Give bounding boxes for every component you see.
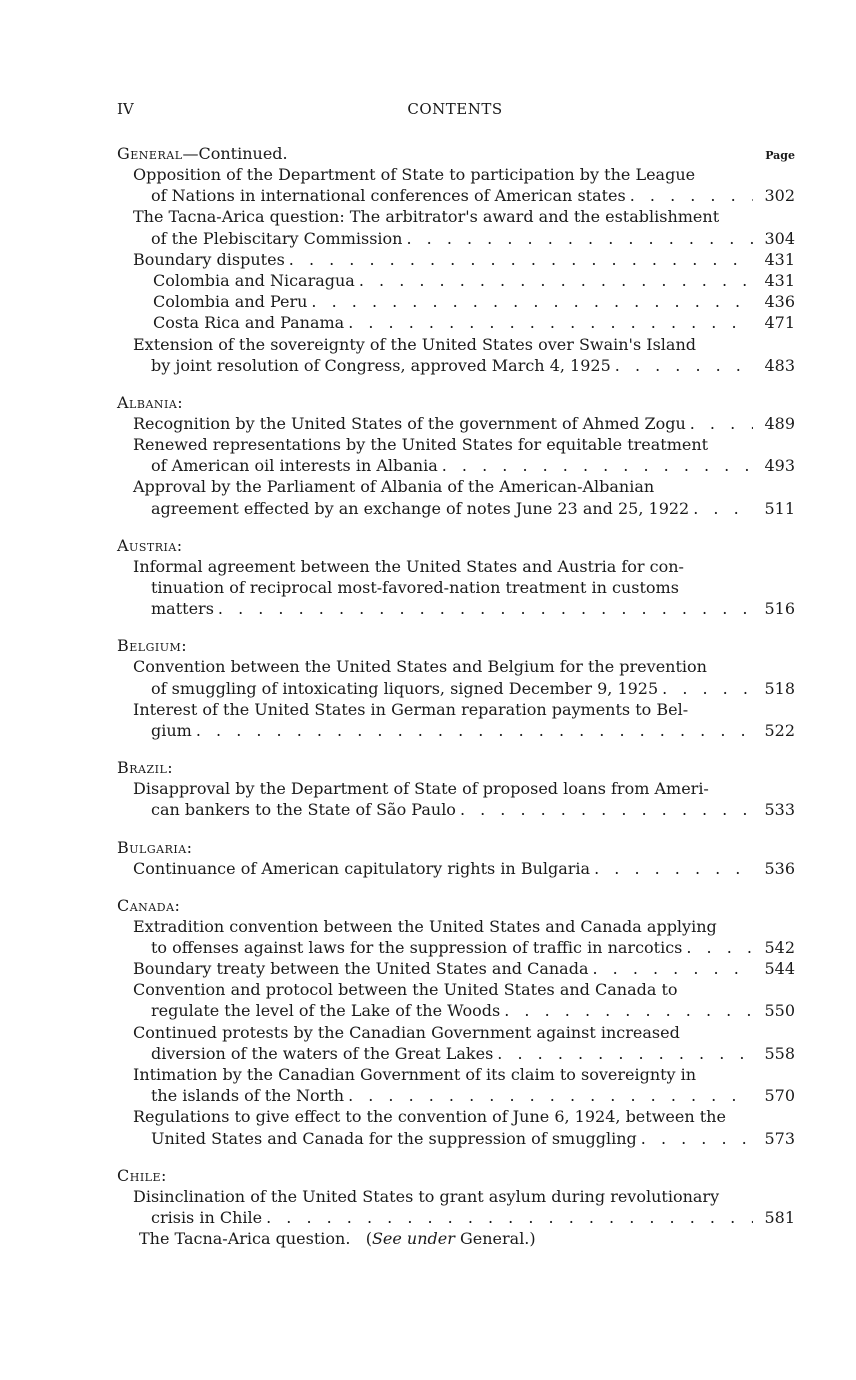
section-belgium	[117, 635, 795, 741]
page-ref: 550	[764, 1001, 795, 1021]
dot-leader	[406, 228, 753, 249]
entry-text: Convention between the United States and Belgium for the prevention	[133, 657, 707, 677]
entry-text: Recognition by the United States of the government of Ahmed Zogu	[133, 413, 686, 433]
entry-text: Boundary treaty between the United States and Canada	[133, 959, 589, 979]
toc-entry[interactable]	[117, 958, 795, 979]
entry-text: Convention and protocol between the United States and Canada to	[133, 980, 678, 1000]
dot-leader	[196, 720, 753, 741]
entry-text: Disinclination of the United States to grant asylum during revolutionary	[133, 1186, 720, 1206]
entry-text: agreement effected by an exchange of notes June 23 and 25, 1922	[151, 498, 690, 518]
dot-leader	[266, 1207, 753, 1228]
heading-continued: —Continued.	[182, 144, 288, 163]
entry-text: of Nations in international conferences of American states	[151, 186, 626, 206]
section-bulgaria	[117, 837, 795, 879]
page-column-label: Page	[765, 149, 795, 162]
toc-entry[interactable]	[117, 656, 795, 698]
entry-text: Intimation by the Canadian Government of its claim to sovereignty in	[133, 1065, 697, 1084]
entry-text: Colombia and Nicaragua	[153, 270, 355, 290]
page-ref: 431	[764, 270, 795, 290]
entry-text: Boundary disputes	[133, 249, 285, 269]
toc-subentry[interactable]	[117, 312, 795, 333]
page-ref: 536	[764, 858, 795, 878]
dot-leader	[690, 413, 753, 434]
entry-text: United States and Canada for the suppression of smuggling	[151, 1128, 637, 1148]
entry-text: the islands of the North	[151, 1086, 345, 1106]
page-title: CONTENTS	[407, 100, 503, 118]
entry-text: regulate the level of the Lake of the Woods	[151, 1001, 501, 1021]
section-general	[117, 143, 795, 376]
dot-leader	[497, 1043, 753, 1064]
section-austria	[117, 535, 795, 620]
toc-subentry[interactable]	[117, 291, 795, 312]
toc-entry[interactable]	[117, 1064, 795, 1106]
entry-text: Extradition convention between the United States and Canada applying	[133, 916, 717, 936]
page-ref: 581	[764, 1207, 795, 1227]
section-heading	[117, 757, 795, 778]
entry-text: of smuggling of intoxicating liquors, signed December 9, 1925	[151, 678, 659, 698]
page-ref: 522	[764, 720, 795, 740]
entry-text: to offenses against laws for the suppression of traffic in narcotics	[151, 937, 683, 957]
entry-text: Disapproval by the Department of State of proposed loans from Ameri-	[133, 779, 709, 799]
toc-entry[interactable]	[117, 164, 795, 206]
entry-text: Interest of the United States in German reparation payments to Bel-	[133, 699, 689, 719]
dot-leader	[348, 1085, 753, 1106]
heading-text: Bulgaria:	[117, 837, 193, 857]
toc-entry[interactable]	[117, 916, 795, 958]
cross-reference[interactable]	[117, 1228, 795, 1249]
page-ref: 471	[764, 313, 795, 333]
dot-leader	[504, 1000, 753, 1021]
page-ref: 573	[764, 1128, 795, 1148]
entry-text: Renewed representations by the United States for equitable treatment	[133, 435, 709, 455]
section-albania	[117, 392, 795, 519]
dot-leader	[615, 355, 753, 376]
dot-leader	[594, 858, 753, 879]
page-ref: 483	[764, 355, 795, 375]
heading-text: Belgium:	[117, 636, 188, 656]
entry-text: The Tacna-Arica question: The arbitrator's award and the establishment	[133, 207, 720, 227]
cross-reference-open: (	[365, 1229, 372, 1249]
section-brazil	[117, 757, 795, 820]
toc-entry[interactable]	[117, 334, 795, 376]
entry-text: Colombia and Peru	[153, 292, 308, 312]
entry-text: Continuance of American capitulatory rights in Bulgaria	[133, 858, 591, 878]
toc-entry[interactable]	[117, 249, 795, 270]
dot-leader	[686, 937, 753, 958]
page-ref: 302	[764, 186, 795, 206]
entry-text: of American oil interests in Albania	[151, 456, 438, 476]
table-of-contents	[117, 143, 795, 1265]
dot-leader	[348, 312, 753, 333]
dot-leader	[289, 249, 753, 270]
entry-text: of the Plebiscitary Commission	[151, 228, 403, 248]
toc-entry[interactable]	[117, 979, 795, 1021]
entry-text: Opposition of the Department of State to participation by the League	[133, 165, 696, 184]
page-ref: 511	[764, 498, 795, 518]
entry-text: Extension of the sovereignty of the United States over Swain's Island	[133, 334, 696, 354]
dot-leader	[592, 958, 753, 979]
page-ref: 542	[764, 937, 795, 957]
page-ref: 436	[764, 292, 795, 312]
cross-reference-italic: See under	[371, 1229, 455, 1249]
section-chile	[117, 1165, 795, 1249]
section-canada	[117, 895, 795, 1149]
entry-text: Informal agreement between the United States and Austria for con-	[133, 556, 684, 576]
toc-entry[interactable]	[117, 556, 795, 620]
entry-text: diversion of the waters of the Great Lakes	[151, 1043, 494, 1063]
dot-leader	[693, 498, 753, 519]
page-ref: 558	[764, 1043, 795, 1063]
toc-entry[interactable]	[117, 858, 795, 879]
toc-entry[interactable]	[117, 413, 795, 434]
page-ref: 493	[764, 456, 795, 476]
dot-leader	[641, 1128, 753, 1149]
dot-leader	[218, 598, 753, 619]
page-ref: 518	[764, 678, 795, 698]
section-heading	[117, 895, 795, 916]
section-heading	[117, 143, 795, 164]
toc-entry[interactable]	[117, 1106, 795, 1148]
toc-entry[interactable]	[117, 206, 795, 248]
page-ref: 489	[764, 413, 795, 433]
cross-reference-target: General.)	[454, 1229, 536, 1249]
entry-text: Approval by the Parliament of Albania of the American-Albanian	[133, 477, 655, 497]
heading-text: Albania:	[117, 392, 184, 412]
entry-text: gium	[151, 720, 192, 740]
entry-text: by joint resolution of Congress, approved March 4, 1925	[151, 355, 611, 375]
heading-text: General	[117, 144, 183, 163]
entry-text: crisis in Chile	[151, 1207, 263, 1227]
toc-entry[interactable]	[117, 1186, 795, 1228]
cross-reference-text: The Tacna-Arica question.	[139, 1229, 351, 1249]
dot-leader	[359, 270, 753, 291]
toc-entry[interactable]	[117, 1022, 795, 1064]
toc-entry[interactable]	[117, 699, 795, 741]
entry-text: Costa Rica and Panama	[153, 313, 345, 333]
section-heading	[117, 1165, 795, 1186]
page-header	[117, 100, 793, 120]
section-heading	[117, 837, 795, 858]
heading-text: Chile:	[117, 1165, 167, 1185]
section-heading	[117, 635, 795, 656]
page-ref: 570	[764, 1086, 795, 1106]
entry-text: matters	[151, 599, 214, 619]
heading-text: Austria:	[117, 535, 183, 555]
entry-text: Regulations to give effect to the convention of June 6, 1924, between the	[133, 1107, 726, 1127]
dot-leader	[460, 799, 753, 820]
toc-entry[interactable]	[117, 476, 795, 518]
page-ref: 533	[764, 800, 795, 820]
page-ref: 304	[764, 228, 795, 248]
entry-text: Continued protests by the Canadian Government against increased	[133, 1022, 680, 1042]
page-ref: 544	[764, 959, 795, 979]
toc-entry[interactable]	[117, 778, 795, 820]
page-ref: 516	[764, 599, 795, 619]
section-heading	[117, 392, 795, 413]
page-number: IV	[117, 100, 134, 118]
page-ref: 431	[764, 249, 795, 269]
section-heading	[117, 535, 795, 556]
dot-leader	[442, 455, 753, 476]
entry-text: can bankers to the State of São Paulo	[151, 800, 456, 820]
dot-leader	[630, 185, 753, 206]
dot-leader	[662, 678, 753, 699]
toc-entry[interactable]	[117, 434, 795, 476]
heading-text: Canada:	[117, 895, 181, 915]
toc-subentry[interactable]	[117, 270, 795, 291]
entry-text: tinuation of reciprocal most-favored-nation treatment in customs	[151, 578, 679, 597]
heading-text: Brazil:	[117, 758, 174, 778]
dot-leader	[311, 291, 753, 312]
